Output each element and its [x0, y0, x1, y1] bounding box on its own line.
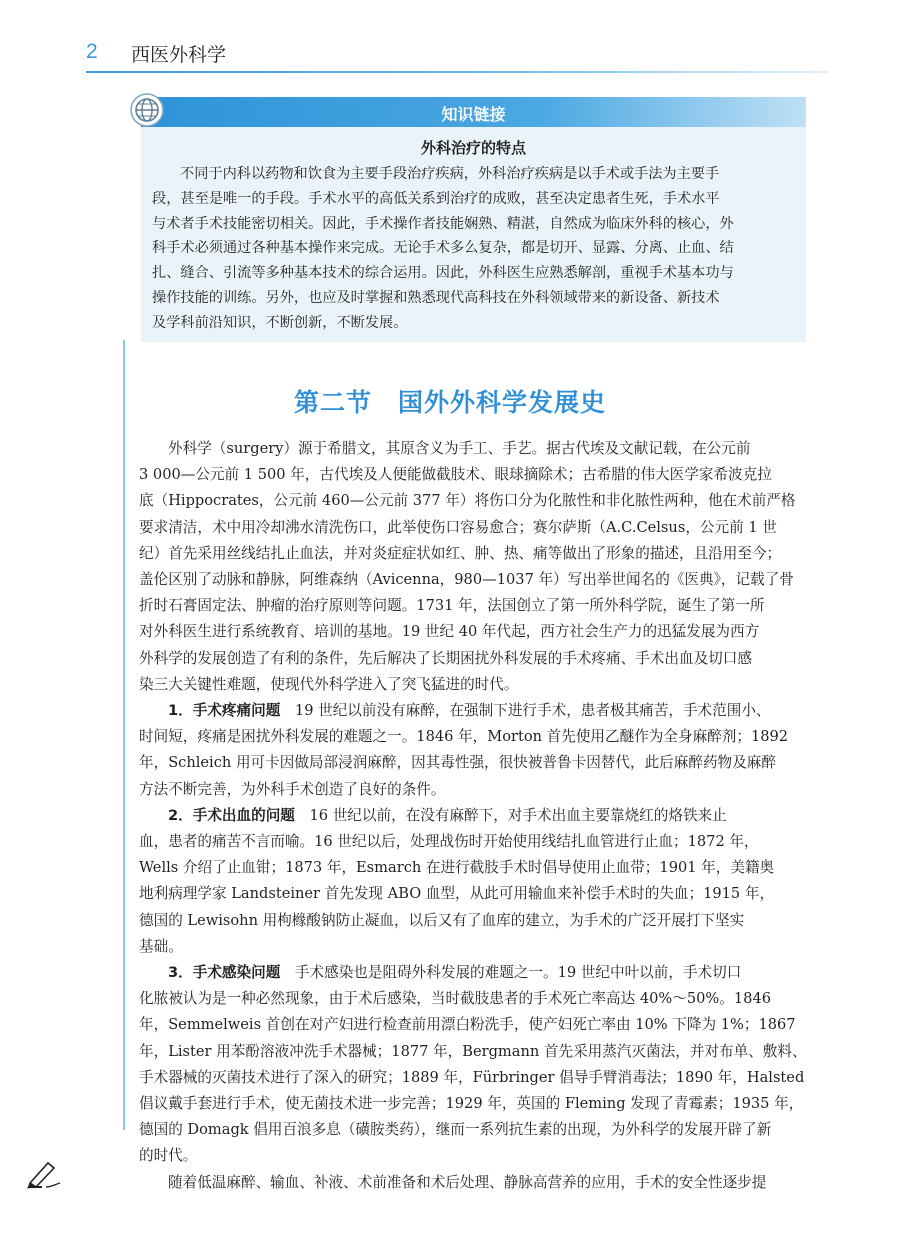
paragraph-line: 3 000—公元前 1 500 年，古代埃及人便能做截肢术、眼球摘除术；古希腊的伟大医学家希波克拉 — [139, 466, 772, 484]
paragraph-line: Wells 介绍了止血钳；1873 年，Esmarch 在进行截肢手术时倡导使用止血带；1901 年，美籍奥 — [139, 859, 775, 877]
knowledge-line: 段，甚至是唯一的手段。手术水平的高低关系到治疗的成败，甚至决定患者生死，手术水平 — [152, 190, 720, 207]
paragraph-line: 年，Semmelweis 首创在对产妇进行检查前用漂白粉洗手，使产妇死亡率由 10% 下降为 1%；1867 — [139, 1016, 796, 1034]
knowledge-line: 与术者手术技能密切相关。因此，手术操作者技能娴熟、精湛，自然成为临床外科的核心，外 — [152, 215, 734, 232]
paragraph-line: 的时代。 — [139, 1147, 198, 1165]
running-header-title: 西医外科学 — [131, 44, 227, 66]
subsection-heading: 2．手术出血的问题 — [168, 806, 295, 824]
knowledge-box-label: 知识链接 — [441, 105, 506, 124]
paragraph-line: 基础。 — [139, 937, 183, 955]
knowledge-box-bar — [141, 97, 806, 127]
knowledge-box-text — [152, 162, 804, 336]
knowledge-line: 及学科前沿知识，不断创新，不断发展。 — [152, 314, 408, 331]
paragraph-line: 手术器械的灭菌技术进行了深入的研究；1889 年，Fürbringer 倡导手臂消毒法；1890 年，Halsted — [139, 1068, 805, 1086]
paragraph-line: 方法不断完善，为外科手术创造了良好的条件。 — [139, 780, 446, 798]
paragraph-line: 地利病理学家 Landsteiner 首先发现 ABO 血型，从此可用输血来补偿手术时的失血；1915 年， — [139, 885, 775, 903]
paragraph-line: 年，Schleich 用可卡因做局部浸润麻醉，因其毒性强，很快被普鲁卡因替代，此后麻醉药物及麻醉 — [139, 754, 776, 772]
subsection-first-line — [139, 803, 811, 829]
subsection-text: 16 世纪以前，在没有麻醉下，对手术出血主要靠烧红的烙铁来止 — [294, 806, 727, 824]
paragraph-line: 底（Hippocrates，公元前 460—公元前 377 年）将伤口分为化脓性和非化脓性两种，他在术前严格 — [139, 492, 796, 510]
knowledge-line: 不同于内科以药物和饮食为主要手段治疗疾病，外科治疗疾病是以手术或手法为主要手 — [180, 166, 720, 182]
paragraph-line: 时间短，疼痛是困扰外科发展的难题之一。1846 年，Morton 首先使用乙醚作为全身麻醉剂；1892 — [139, 728, 789, 746]
paragraph-line: 纪）首先采用丝线结扎止血法，并对炎症症状如红、肿、热、痛等做出了形象的描述，且沿用至今； — [139, 544, 782, 562]
subsection-heading: 3．手术感染问题 — [168, 964, 281, 982]
paragraph-line: 折时石膏固定法、肿瘤的治疗原则等问题。1731 年，法国创立了第一所外科学院，诞生了第一所 — [139, 597, 765, 615]
paragraph-line: 倡议戴手套进行手术，使无菌技术进一步完善；1929 年，英国的 Fleming 发现了青霉素；1935 年， — [139, 1095, 804, 1113]
paragraph-line: 年，Lister 用苯酚溶液冲洗手术器械；1877 年，Bergmann 首先采用蒸汽灭菌法，并对布单、敷料、 — [139, 1042, 807, 1060]
paragraph-line: 德国的 Domagk 倡用百浪多息（磺胺类药），继而一系列抗生素的出现，为外科学的发展开辟了新 — [139, 1121, 772, 1139]
paragraph-line: 德国的 Lewisohn 用枸橼酸钠防止凝血，以后又有了血库的建立，为手术的广泛开展打下坚实 — [139, 911, 745, 929]
knowledge-line: 科手术必须通过各种基本操作来完成。无论手术多么复杂，都是切开、显露、分离、止血、结 — [152, 240, 734, 257]
paragraph-line: 要求清洁，术中用冷却沸水清洗伤口，此举使伤口容易愈合；赛尔萨斯（A.C.Celsus，公元前 1 世 — [139, 518, 777, 536]
knowledge-line: 扎、缝合、引流等多种基本技术的综合运用。因此，外科医生应熟悉解剖，重视手术基本功与 — [152, 265, 734, 282]
globe-icon — [130, 93, 164, 127]
page-number: 2 — [86, 40, 98, 63]
subsection-first-line — [139, 960, 811, 986]
subsection-heading: 1．手术疼痛问题 — [168, 702, 281, 720]
body-text — [139, 436, 811, 1196]
paragraph-line: 血，患者的痛苦不言而喻。16 世纪以后，处理战伤时开始使用线结扎血管进行止血；1872 年， — [139, 833, 759, 851]
subsection-first-line — [139, 698, 811, 724]
header-rule — [86, 71, 828, 73]
subsection-text: 手术感染也是阻碍外科发展的难题之一。19 世纪中叶以前，手术切口 — [280, 964, 742, 982]
section-heading: 第二节 国外外科学发展史 — [293, 388, 606, 417]
knowledge-line: 操作技能的训练。另外，也应及时掌握和熟悉现代高科技在外科领域带来的新设备、新技术 — [152, 289, 720, 306]
paragraph-line: 化脓被认为是一种必然现象，由于术后感染，当时截肢患者的手术死亡率高达 40%～50%。1846 — [139, 990, 772, 1008]
paragraph-line: 外科学（surgery）源于希腊文，其原含义为手工、手艺。据古代埃及文献记载，在公元前 — [168, 440, 751, 457]
knowledge-box-title: 外科治疗的特点 — [420, 139, 526, 157]
pen-icon — [24, 1157, 64, 1191]
margin-rule — [123, 340, 125, 1130]
paragraph-line: 随着低温麻醉、输血、补液、术前准备和术后处理、静脉高营养的应用，手术的安全性逐步提 — [168, 1173, 767, 1191]
paragraph-line: 外科学的发展创造了有利的条件，先后解决了长期困扰外科发展的手术疼痛、手术出血及切口感 — [139, 649, 752, 667]
paragraph-line: 对外科医生进行系统教育、培训的基地。19 世纪 40 年代起，西方社会生产力的迅猛发展为西方 — [139, 623, 760, 641]
paragraph-line: 盖伦区别了动脉和静脉，阿维森纳（Avicenna，980—1037 年）写出举世闻名的《医典》，记载了骨 — [139, 571, 794, 589]
paragraph-line: 染三大关键性难题，使现代外科学进入了突飞猛进的时代。 — [139, 675, 519, 693]
subsection-text: 19 世纪以前没有麻醉，在强制下进行手术，患者极其痛苦，手术范围小、 — [280, 702, 771, 720]
